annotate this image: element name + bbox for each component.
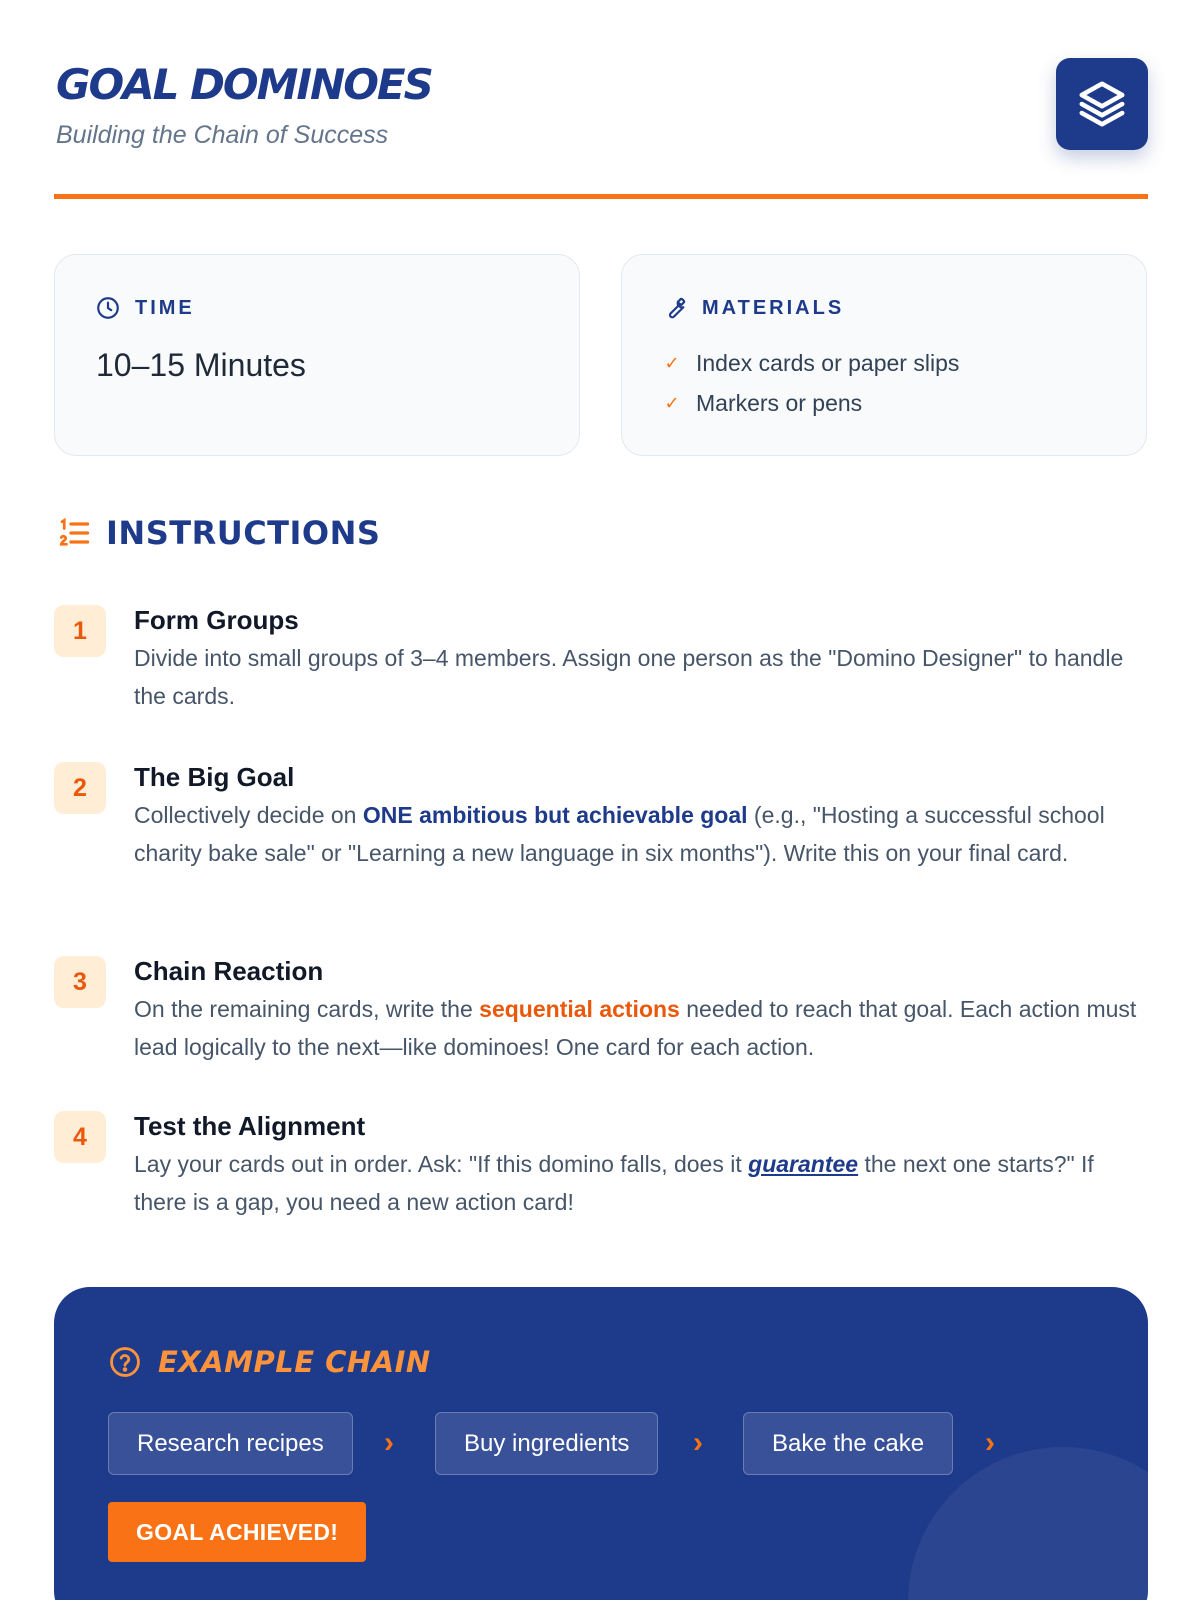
chain-step: Buy ingredients (435, 1412, 658, 1475)
step-text: Divide into small groups of 3–4 members. Assign one person as the "Domino Designer" to handle the cards. (134, 645, 1124, 709)
header (54, 56, 1148, 196)
step-text-before: Collectively decide on (134, 802, 363, 828)
step-number-badge: 3 (54, 956, 106, 1008)
step-body (134, 1109, 1150, 1221)
step-text (134, 796, 1150, 872)
page-subtitle: Building the Chain of Success (56, 121, 389, 149)
clock-icon (95, 295, 121, 321)
step-body (134, 760, 1150, 872)
material-item-label: Markers or pens (696, 389, 863, 416)
step-text-after: needed to reach that goal. Each action must lead logically to the next—like dominoes! One card for each action. (134, 996, 1137, 1060)
step-title: The Big Goal (134, 762, 295, 792)
step-title: Form Groups (134, 605, 299, 635)
chevron-right-icon: › (384, 1426, 394, 1459)
step-number-badge: 4 (54, 1111, 106, 1163)
page-title: GOAL DOMINOES (56, 60, 432, 109)
step-text-after: the next one starts?" If there is a gap, you need a new action card! (134, 1151, 1094, 1215)
example-title: EXAMPLE CHAIN (158, 1345, 431, 1379)
step-text-before: On the remaining cards, write the (134, 996, 480, 1022)
step-body (134, 954, 1150, 1066)
numbered-list-icon (56, 515, 92, 551)
page (54, 0, 1148, 1600)
header-divider (54, 194, 1148, 199)
time-card-header (95, 295, 195, 321)
materials-card (621, 254, 1147, 456)
step-number-badge: 2 (54, 762, 106, 814)
wrench-icon (662, 295, 688, 321)
material-item-label: Index cards or paper slips (696, 349, 960, 376)
instructions-title: INSTRUCTIONS (106, 514, 381, 552)
chevron-right-icon: › (693, 1426, 703, 1459)
goal-achieved-badge: GOAL ACHIEVED! (108, 1502, 366, 1562)
materials-card-header (662, 295, 844, 321)
check-icon: ✓ (664, 392, 680, 413)
step-text-after: (e.g., "Hosting a successful school charity bake sale" or "Learning a new language in six months"). Write this on your final card. (134, 802, 1105, 866)
example-chain-panel (54, 1287, 1148, 1600)
step-title: Chain Reaction (134, 956, 324, 986)
layers-button[interactable] (1056, 58, 1148, 150)
time-card (54, 254, 580, 456)
step-number-badge: 1 (54, 605, 106, 657)
step-title: Test the Alignment (134, 1111, 366, 1141)
example-header (108, 1345, 431, 1379)
step-body (134, 603, 1150, 715)
step-highlight: ONE ambitious but achievable goal (362, 802, 748, 828)
time-value: 10–15 Minutes (96, 347, 306, 383)
chevron-right-icon: › (985, 1426, 995, 1459)
materials-list (662, 343, 959, 423)
chain-step: Research recipes (108, 1412, 353, 1475)
step-text (134, 990, 1150, 1066)
materials-label: MATERIALS (702, 296, 845, 319)
guarantee-link[interactable]: guarantee (748, 1151, 859, 1177)
step-highlight: sequential actions (479, 996, 680, 1022)
step-text (134, 1145, 1150, 1221)
time-label: TIME (135, 296, 195, 319)
question-circle-icon (108, 1345, 142, 1379)
list-item (662, 383, 959, 423)
list-item (662, 343, 959, 383)
chain-step: Bake the cake (743, 1412, 953, 1475)
check-icon: ✓ (664, 352, 680, 373)
instructions-header (56, 514, 380, 552)
layers-icon (1075, 77, 1129, 131)
step-text-before: Lay your cards out in order. Ask: "If this domino falls, does it (134, 1151, 749, 1177)
